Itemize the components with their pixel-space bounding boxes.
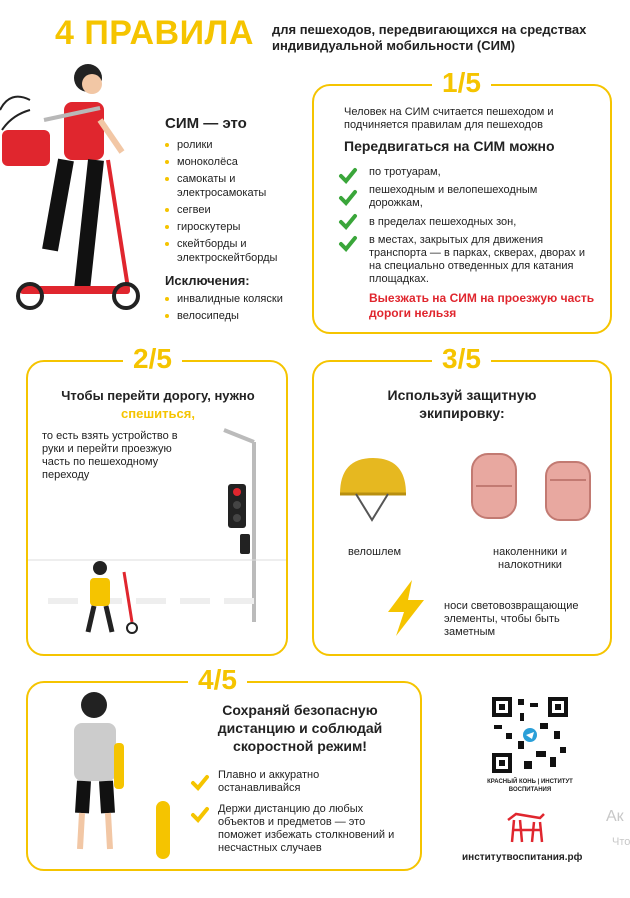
sim-info	[165, 115, 305, 326]
rule-1-warning: Выезжать на СИМ на проезжую часть дороги нельзя	[369, 291, 595, 320]
list-item: скейтборды и электроскейтборды	[165, 237, 305, 265]
list-item: самокаты и электросамокаты	[165, 172, 305, 200]
rule-1-item: пешеходным и велопешеходным дорожкам,	[369, 184, 538, 209]
rule-2-highlight: спешиться,	[121, 406, 195, 421]
elbow-pad-icon	[540, 456, 596, 526]
check-icon	[190, 773, 210, 793]
rule-1-item: в местах, закрытых для движения транспорта — в парках, скверах, дворах и на специально отведенных для катания площадках.	[369, 234, 586, 285]
page-subtitle: для пешеходов, передвигающихся на средствах индивидуальной мобильности (СИМ)	[272, 22, 587, 53]
helmet-label: велошлем	[348, 546, 402, 558]
qr-caption: КРАСНЫЙ КОНЬ | ИНСТИТУТ ВОСПИТАНИЯ	[487, 779, 573, 793]
page-title: 4 ПРАВИЛА	[55, 14, 254, 52]
scooter-girl-illustration	[0, 60, 150, 310]
rule-4-heading: Сохраняй безопасную дистанцию и соблюдай скоростной режим!	[217, 702, 383, 754]
rule-4-number: 4/5	[188, 665, 247, 695]
rule-1-heading: Передвигаться на СИМ можно	[344, 138, 555, 154]
rule-2-text: то есть взять устройство в руки и перейти проезжую часть по пешеходному переходу	[42, 430, 178, 481]
sim-list	[165, 138, 305, 265]
exceptions-heading: Исключения:	[165, 273, 250, 288]
list-item: моноколёса	[165, 155, 305, 169]
check-icon	[338, 188, 358, 208]
rule-3-heading: Используй защитную экипировку:	[387, 387, 537, 421]
rule-1-intro: Человек на СИМ считается пешеходом и подчиняется правилам для пешеходов	[344, 106, 554, 131]
rule-4-item: Держи дистанцию до любых объектов и предметов — это поможет избежать столкновений и несчастных случаев	[218, 803, 395, 854]
rule-1-number: 1/5	[432, 68, 491, 98]
knee-pad-icon	[464, 448, 524, 524]
edge-text: Что	[612, 836, 630, 848]
qr-code[interactable]	[490, 695, 570, 775]
rule-1-card	[312, 67, 612, 334]
list-item: инвалидные коляски	[165, 292, 305, 306]
horse-logo-icon	[504, 810, 548, 846]
edge-text: Ак	[606, 808, 624, 825]
rule-4-card	[26, 664, 422, 871]
skateboard-boy-illustration	[72, 689, 182, 865]
rule-2-number: 2/5	[123, 344, 182, 374]
check-icon	[338, 234, 358, 254]
helmet-icon	[336, 454, 410, 530]
list-item: гироскутеры	[165, 220, 305, 234]
rule-3-number: 3/5	[432, 344, 491, 374]
sim-heading: СИМ — это	[165, 115, 247, 132]
check-icon	[190, 805, 210, 825]
rule-2-card	[26, 343, 288, 656]
check-icon	[338, 166, 358, 186]
rule-4-item: Плавно и аккуратно останавливайся	[218, 769, 320, 794]
exceptions-list	[165, 292, 305, 323]
crosswalk-illustration	[28, 422, 286, 652]
list-item: сегвеи	[165, 203, 305, 217]
rule-1-item: в пределах пешеходных зон,	[369, 216, 517, 228]
rule-1-item: по тротуарам,	[369, 166, 441, 178]
reflective-label: носи световозвращающие элементы, чтобы быть заметным	[444, 600, 579, 638]
site-link[interactable]: институтвоспитания.рф	[462, 852, 583, 863]
lightning-icon	[384, 578, 428, 638]
rule-2-heading: Чтобы перейти дорогу, нужно	[61, 388, 255, 403]
list-item: ролики	[165, 138, 305, 152]
list-item: велосипеды	[165, 309, 305, 323]
rule-3-card	[312, 343, 612, 656]
check-icon	[338, 212, 358, 232]
pads-label: наколенники и налокотники	[493, 546, 567, 571]
